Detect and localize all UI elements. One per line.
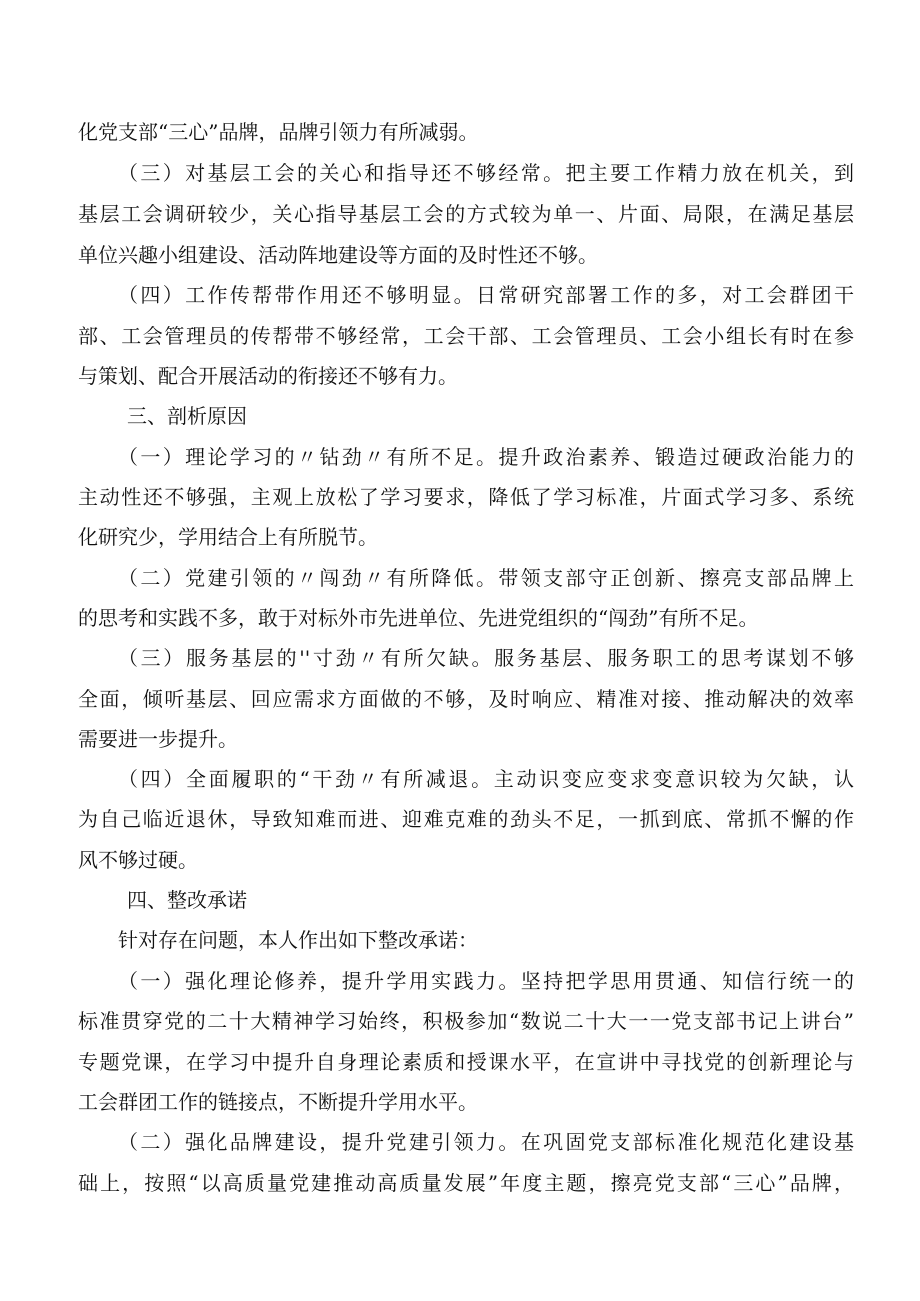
body-text-line: 标准贯穿党的二十大精神学习始终，积极参加“数说二十大一一党支部书记上讲台”	[78, 1009, 854, 1033]
body-text-line: 的思考和实践不多，敢于对标外市先进单位、先进党组织的“闯劲”有所不足。	[78, 606, 759, 630]
body-text-line: 为自己临近退休，导致知难而进、迎难克难的劲头不足，一抓到底、常抓不懈的作	[78, 807, 854, 831]
body-text-line: 基层工会调研较少，关心指导基层工会的方式较为单一、片面、局限，在满足基层	[78, 202, 854, 226]
section-heading: 三、剖析原因	[127, 404, 247, 428]
body-text-line: （三）对基层工会的关心和指导还不够经常。把主要工作精力放在机关，到	[118, 161, 854, 185]
body-text-line: 化党支部“三心”品牌，品牌引领力有所减弱。	[78, 120, 479, 144]
body-text-line: 与策划、配合开展活动的衔接还不够有力。	[78, 364, 458, 388]
body-text-line: 单位兴趣小组建设、活动阵地建设等方面的及时性还不够。	[78, 243, 598, 267]
body-text-line: 部、工会管理员的传帮带不够经常，工会干部、工会管理员、工会小组长有时在参	[78, 324, 854, 348]
body-text-line: 础上，按照“以高质量党建推动高质量发展”年度主题，擦亮党支部“三心”品牌，	[78, 1171, 854, 1195]
body-text-line: 专题党课，在学习中提升自身理论素质和授课水平，在宣讲中寻找党的创新理论与	[78, 1050, 854, 1074]
body-text-line: 需要进一步提升。	[78, 727, 238, 751]
body-text-line: 工会群团工作的链接点，不断提升学用水平。	[78, 1090, 478, 1114]
body-text-line: （四）工作传帮带作用还不够明显。日常研究部署工作的多，对工会群团干	[118, 283, 854, 307]
body-text-line: （二）党建引领的〃闯劲〃有所降低。带领支部守正创新、擦亮支部品牌上	[118, 566, 854, 590]
body-text-line: 风不够过硬。	[78, 848, 198, 872]
body-text-line: （一）强化理论修养，提升学用实践力。坚持把学思用贯通、知信行统一的	[118, 969, 854, 993]
body-text-line: 化研究少，学用结合上有所脱节。	[78, 525, 378, 549]
body-text-line: （一）理论学习的〃钻劲〃有所不足。提升政治素养、锻造过硬政治能力的	[118, 445, 854, 469]
section-heading: 四、整改承诺	[127, 888, 247, 912]
body-text-line: 全面，倾听基层、回应需求方面做的不够，及时响应、精准对接、推动解决的效率	[78, 687, 854, 711]
body-text-line: （四）全面履职的“干劲〃有所减退。主动识变应变求变意识较为欠缺，认	[118, 767, 854, 791]
body-text-line: 主动性还不够强，主观上放松了学习要求，降低了学习标准，片面式学习多、系统	[78, 485, 854, 509]
body-text-line: 针对存在问题，本人作出如下整改承诺：	[118, 928, 478, 952]
body-text-line: （三）服务基层的''寸劲〃有所欠缺。服务基层、服务职工的思考谋划不够	[118, 646, 854, 670]
body-text-line: （二）强化品牌建设，提升党建引领力。在巩固党支部标准化规范化建设基	[118, 1130, 854, 1154]
